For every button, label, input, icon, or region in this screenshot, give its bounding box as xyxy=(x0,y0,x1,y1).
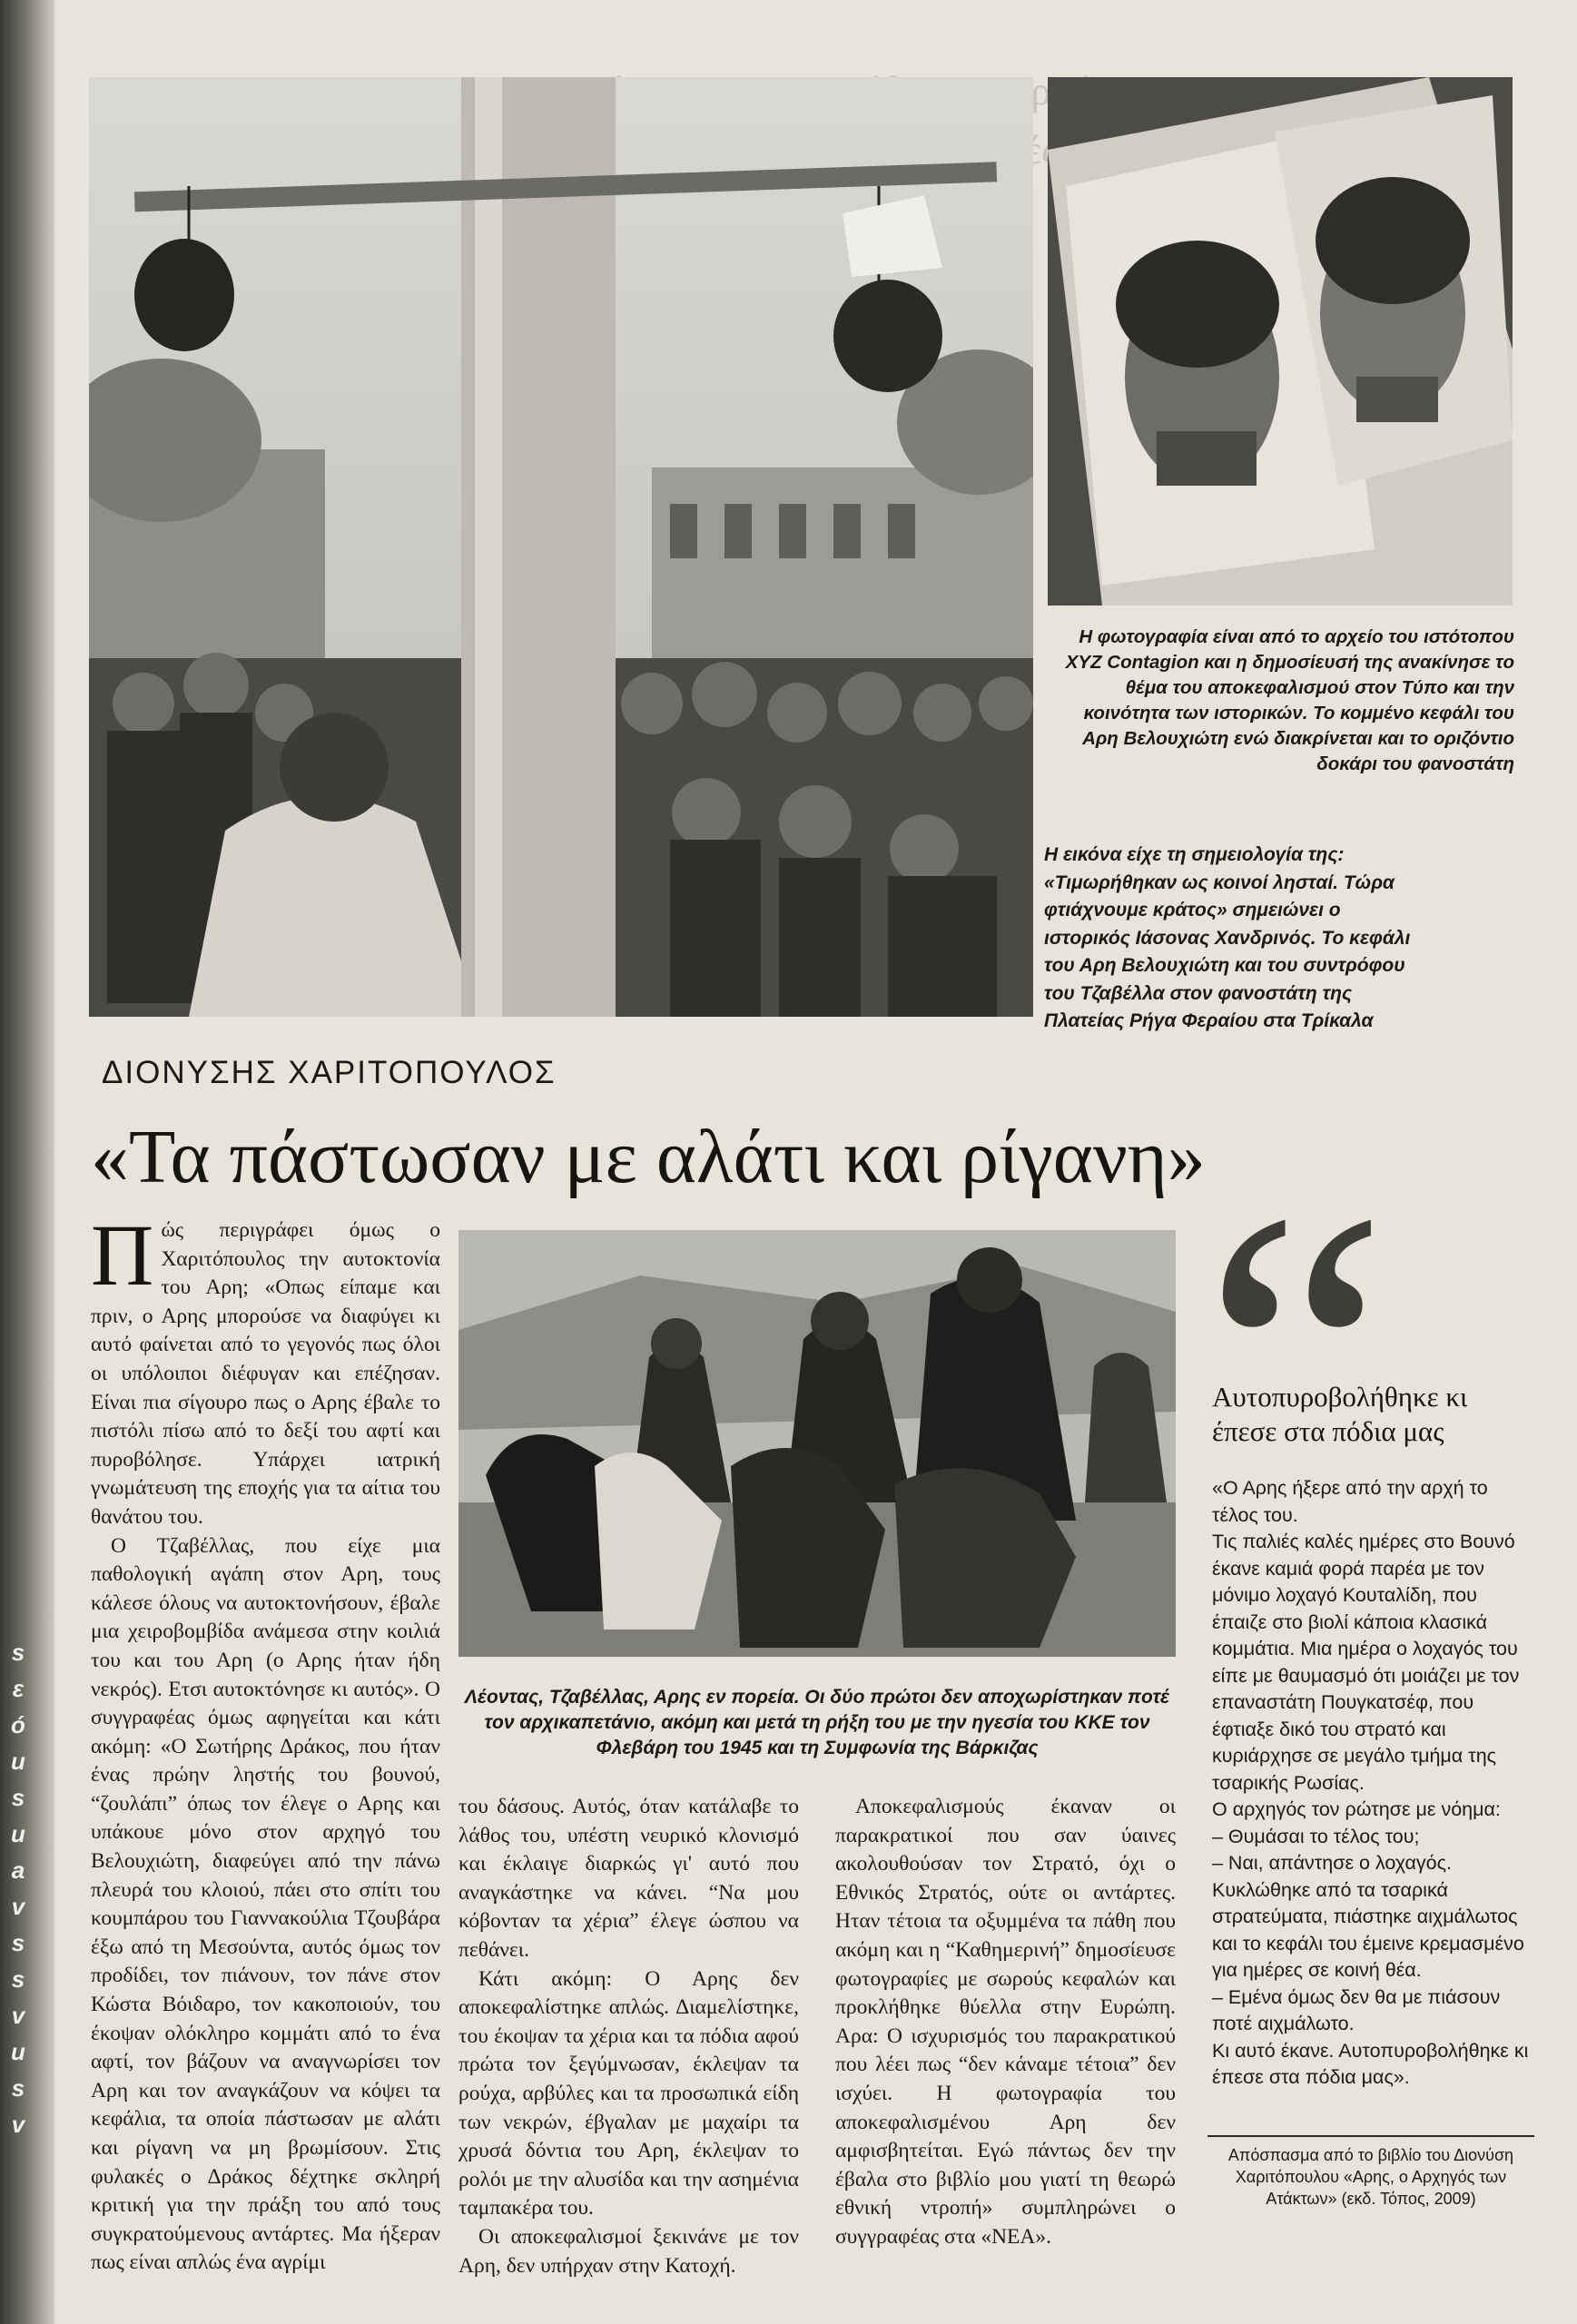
column-2-paragraph-3: Οι αποκεφαλισμοί ξεκινάνε με τον Αρη, δεν υπήρχαν στην Κατοχή. xyxy=(458,2224,799,2278)
article-column-2 xyxy=(458,1793,799,2280)
author-byline: ΔΙΟΝΥΣΗΣ ΧΑΡΙΤΟΠΟΥΛΟΣ xyxy=(102,1055,557,1090)
headline: «Τα πάστωσαν με αλάτι και ρίγανη» xyxy=(91,1115,1206,1199)
sidebar-paragraph: Ο αρχηγός τον ρώτησε με νόημα: xyxy=(1212,1798,1501,1820)
sidebar-paragraph: – Ναι, απάντησε ο λοχαγός. Κυκλώθηκε από τα τσαρικά στρατεύματα, πιάστηκε αιχμάλωτος και το κεφάλι του έμεινε κρεμασμένο για ημέρες σε κοινή θέα. xyxy=(1212,1852,1524,1981)
square-photo-caption: Η εικόνα είχε τη σημειολογία της: «Τιμωρήθηκαν ως κοινοί λησταί. Τώρα φτιάχνουμε κράτος» σημειώνει ο ιστορικός Ιάσονας Χανδρινός. Το κεφάλι του Αρη Βελουχιώτη και του συντρόφου του Τζαβέλλα στον φανοστάτη της Πλατείας Ρήγα Φεραίου στα Τρίκαλα xyxy=(1044,844,1411,1031)
sidebar-paragraph: – Θυμάσαι το τέλος του; xyxy=(1212,1825,1420,1847)
column-2-paragraph-2: Κάτι ακόμη: Ο Αρης δεν αποκεφαλίστηκε απλώς. Διαμελίστηκε, του έκοψαν τα χέρια και τα πόδια αφού πρώτα τον ξεγύμνωσαν, έκλεψαν τα ρούχα, αρβύλες και τα προσωπικά είδη των νεκρών, έβγαλαν με μαχαίρι τα χρυσά δόντια του Αρη, έκλεψαν το ρολόι με την αλυσίδα και την ασημένια ταμπακέρα του. xyxy=(458,1966,799,2221)
sidebar-paragraph: «Ο Αρης ήξερε από την αρχή το τέλος του. xyxy=(1212,1477,1488,1526)
quote-mark-icon xyxy=(1203,1207,1430,1398)
adjacent-page-edge-letters: s ε ó u s u a v s s v u s v xyxy=(11,1639,25,2138)
sidebar-source-note: Απόσπασμα από το βιβλίο του Διονύση Χαριτόπουλου «Αρης, ο Αρχηγός των Ατάκτων» (εκδ. Τόπος, 2009) xyxy=(1227,2146,1514,2208)
article-column-1 xyxy=(91,1206,440,2278)
severed-heads-photo xyxy=(1048,77,1513,606)
lamp-post-crowd-photo xyxy=(89,77,1033,1017)
heads-photo-caption: Η φωτογραφία είναι από το αρχείο του ιστότοπου XYZ Contagion και η δημοσίευσή της ανακίνησε το θέμα του αποκεφαλισμού στον Τύπο και την κοινότητα των ιστορικών. Το κομμένο κεφάλι του Αρη Βελουχιώτη ενώ διακρίνεται και το οριζόντιο δοκάρι του φανοστάτη xyxy=(1065,626,1514,774)
riders-on-horseback-photo xyxy=(458,1230,1176,1657)
article-column-3 xyxy=(835,1793,1176,2252)
sidebar-paragraph: Τις παλιές καλές ημέρες στο Βουνό έκανε καμιά φορά παρέα με τον μόνιμο λοχαγό Κουταλίδη, που έπαιζε στο βιολί κάποια κλασικά κομμάτια. Μια ημέρα ο λοχαγός του είπε με θαυμασμό ότι μοιάζει με τον επαναστάτη Πουγκατσέφ, που έφτιαξε δικό του στρατό και κυριάρχησε σε μεγάλο τμήμα της τσαρικής Ρωσίας. xyxy=(1212,1531,1520,1794)
source-divider xyxy=(1207,2135,1534,2137)
column-1-paragraph-2: Ο Τζαβέλλας, που είχε μια παθολογική αγάπη στον Αρη, τους κάλεσε όλους να αυτοκτονήσουν, έβαλε μια χειροβομβίδα ανάμεσα στην κοιλιά του και του Αρη (ο Αρης ήταν ήδη νεκρός). Ετσι αυτοκτόνησε κι αυτός». Ο συγγραφέας όμως αφηγείται και κάτι ακόμη: «Ο Σωτήρης Δράκος, που ήταν ένας πρώην ληστής του βουνού, “ζουλάπι” όπως τον έλεγε ο Αρης και υπάκουε μόνο στον αρχηγό του Βελουχιώτη, διαφεύγει από την πάνω πλευρά του κλοιού, πάει στο σπίτι του κουμπάρου του Γιαννακούλια Τζουβάρα έξω από τη Μεσούντα, αυτός όμως τον προδίδει, τον πιάνουν, τον πάνε στον Κώστα Βόιδαρο, τον κακοποιούν, του έκοψαν ολόκληρο κομμάτι από το ένα αφτί, τον βάζουν να αναγνωρίσει τον Αρη και τον αναγκάζουν να κόψει τα κεφάλια, τα οποία πάστωσαν με αλάτι και ρίγανη να μη βρωμίσουν. Στις φυλακές ο Δράκος δέχτηκε σκληρή κριτική για την πράξη του από τους συγκρατούμενους αντάρτες. Μα ήξεραν πως είναι απλώς ένα αγρίμι xyxy=(91,1533,440,2275)
sidebar-title: Αυτοπυροβολήθηκε κι έπεσε στα πόδια μας xyxy=(1212,1381,1468,1447)
column-2-paragraph-1: του δάσους. Αυτός, όταν κατάλαβε το λάθος του, υπέστη νευρικό κλονισμό και έκλαιγε διαρκώς γι' αυτό που αναγκάστηκε να κάνει. “Να μου κόβονταν τα χέρια” έλεγε ώσπου να πεθάνει. xyxy=(458,1795,799,1962)
column-3-paragraph-1: Αποκεφαλισμούς έκαναν οι παρακρατικοί που σαν ύαινες ακολουθούσαν τον Στρατό, όχι ο Εθνικός Στρατός, ούτε οι αντάρτες. Ηταν τέτοια τα οξυμμένα τα πάθη που ακόμη και η “Καθημερινή” δημοσίευσε φωτογραφίες με σωρούς κεφαλών και προκλήθηκε θύελλα στην Ευρώπη. Αρα: Ο ισχυρισμός του παρακρατικού που λέει πως “δεν κάναμε τέτοια” δεν ισχύει. Η φωτογραφία του αποκεφαλισμένου Αρη δεν αμφισβητείται. Εγώ πάντως δεν την έβαλα στο βιβλίο μου γιατί τη θεωρώ εθνική ντροπή» συμπληρώνει ο συγγραφέας στα «ΝΕΑ». xyxy=(835,1795,1176,2249)
sidebar-excerpt xyxy=(1212,1475,1530,2092)
column-1-paragraph-1: ώς περιγράφει όμως ο Χαριτόπουλος την αυτοκτονία του Αρη; «Οπως είπαμε και πριν, ο Αρης μπορούσε να διαφύγει κι αυτό φαίνεται από το γεγονός πως όλοι οι υπόλοιποι διέφυγαν και επέζησαν. Είναι πια σίγουρο πως ο Αρης έβαλε το πιστόλι πίσω από το δεξί του αφτί και πυροβόλησε. Υπάρχει ιατρική γνωμάτευση της εποχής για τα αίτια του θανάτου του. xyxy=(91,1218,440,1529)
drop-cap: Π xyxy=(91,1206,154,1304)
riders-photo-caption: Λέοντας, Τζαβέλλας, Αρης εν πορεία. Οι δύο πρώτοι δεν αποχωρίστηκαν ποτέ τον αρχικαπετάνιο, ακόμη και μετά τη ρήξη του με την ηγεσία του ΚΚΕ τον Φλεβάρη του 1945 και τη Συμφωνία της Βάρκιζας xyxy=(464,1687,1170,1758)
sidebar-paragraph: Κι αυτό έκανε. Αυτοπυροβολήθηκε κι έπεσε στα πόδια μας». xyxy=(1212,2039,1529,2088)
sidebar-paragraph: – Εμένα όμως δεν θα με πιάσουν ποτέ αιχμάλωτο. xyxy=(1212,1985,1501,2034)
